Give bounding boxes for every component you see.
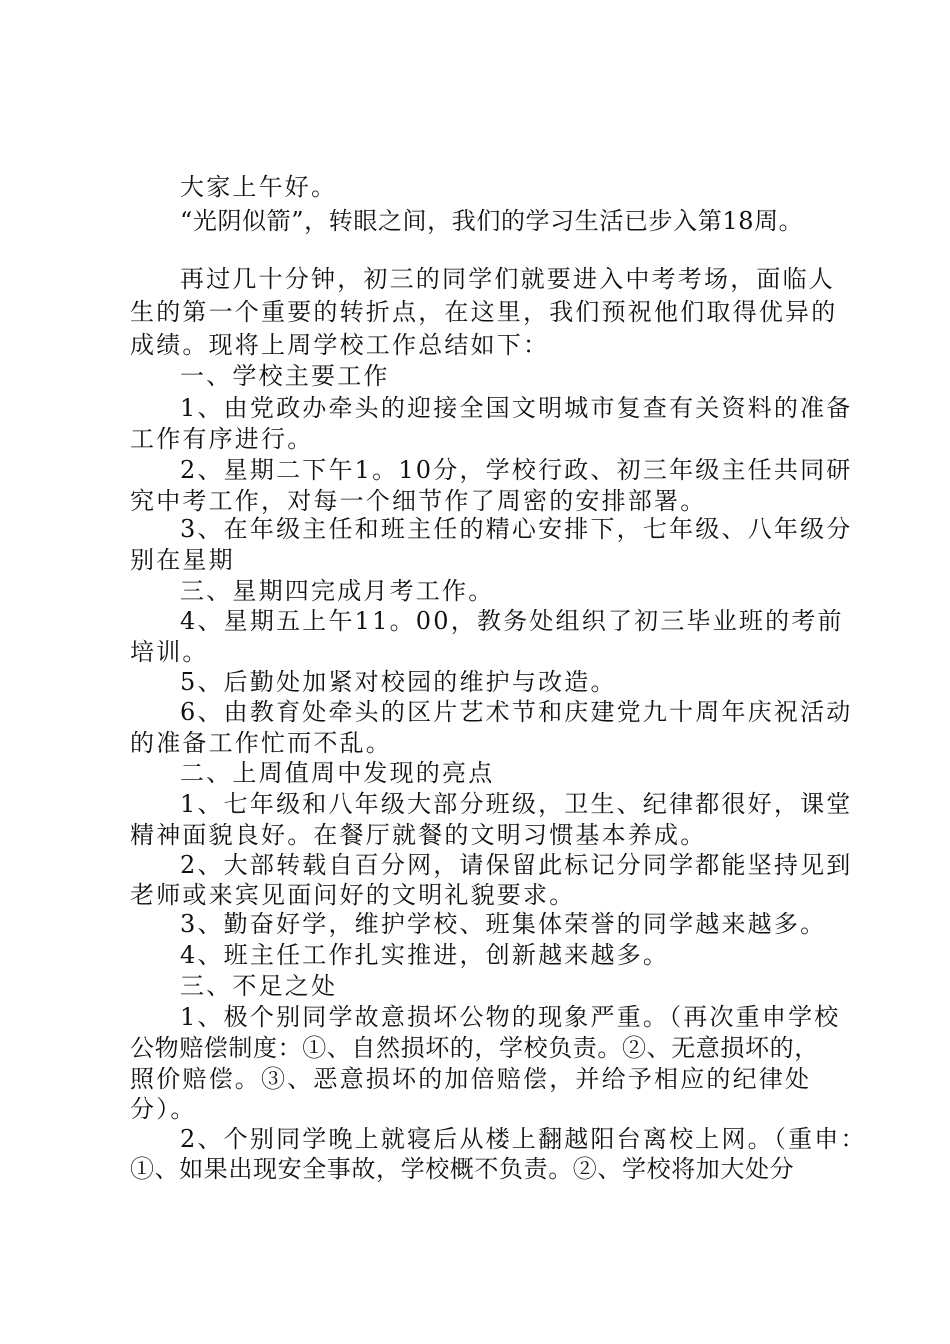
list-item: 3、勤奋好学，维护学校、班集体荣誉的同学越来越多。 <box>180 910 827 938</box>
list-item-continued: 老师或来宾见面问好的文明礼貌要求。 <box>130 881 576 909</box>
list-item-continued: 分）。 <box>130 1095 197 1123</box>
list-item-continued: 的准备工作忙而不乱。 <box>130 729 392 757</box>
list-item: 2、星期二下午1。10分，学校行政、初三年级主任共同研 <box>180 456 853 484</box>
list-item: 1、七年级和八年级大部分班级，卫生、纪律都很好，课堂 <box>180 790 853 818</box>
paragraph-line: 成绩。现将上周学校工作总结如下： <box>130 331 550 359</box>
list-item: 4、星期五上午11。00，教务处组织了初三毕业班的考前 <box>180 607 844 635</box>
list-item: 6、由教育处牵头的区片艺术节和庆建党九十周年庆祝活动 <box>180 698 853 726</box>
paragraph-line: 生的第一个重要的转折点，在这里，我们预祝他们取得优异的 <box>130 298 838 326</box>
list-item: 1、极个别同学故意损坏公物的现象严重。（再次重申学校 <box>180 1003 841 1031</box>
section-heading: 一、学校主要工作 <box>180 362 390 390</box>
list-item-continued: 工作有序进行。 <box>130 425 314 453</box>
list-item: 2、大部转载自百分网，请保留此标记分同学都能坚持见到 <box>180 851 853 879</box>
list-item-continued: 公物赔偿制度：①、自然损坏的，学校负责。②、无意损坏的， <box>130 1034 819 1062</box>
list-item: 2、个别同学晚上就寝后从楼上翻越阳台离校上网。（重申： <box>180 1125 867 1153</box>
greeting-line: 大家上午好。 <box>180 173 338 201</box>
list-item-continued: 照价赔偿。③、恶意损坏的加倍赔偿，并给予相应的纪律处 <box>130 1065 812 1093</box>
list-item: 1、由党政办牵头的迎接全国文明城市复查有关资料的准备 <box>180 394 853 422</box>
intro-line: “光阴似箭”，转眼之间，我们的学习生活已步入第18周。 <box>180 207 804 235</box>
list-item: 三、星期四完成月考工作。 <box>180 577 495 605</box>
section-heading: 三、不足之处 <box>180 972 338 1000</box>
list-item: 5、后勤处加紧对校园的维护与改造。 <box>180 668 617 696</box>
list-item-continued: ①、如果出现安全事故，学校概不负责。②、学校将加大处分 <box>130 1155 795 1183</box>
list-item-continued: 别在星期 <box>130 546 235 574</box>
section-heading: 二、上周值周中发现的亮点 <box>180 759 495 787</box>
paragraph-line: 再过几十分钟，初三的同学们就要进入中考考场，面临人 <box>180 265 835 293</box>
list-item-continued: 精神面貌良好。在餐厅就餐的文明习惯基本养成。 <box>130 821 707 849</box>
list-item-continued: 究中考工作，对每一个细节作了周密的安排部署。 <box>130 487 707 515</box>
list-item: 4、班主任工作扎实推进，创新越来越多。 <box>180 941 670 969</box>
list-item-continued: 培训。 <box>130 638 209 666</box>
list-item: 3、在年级主任和班主任的精心安排下，七年级、八年级分 <box>180 515 853 543</box>
